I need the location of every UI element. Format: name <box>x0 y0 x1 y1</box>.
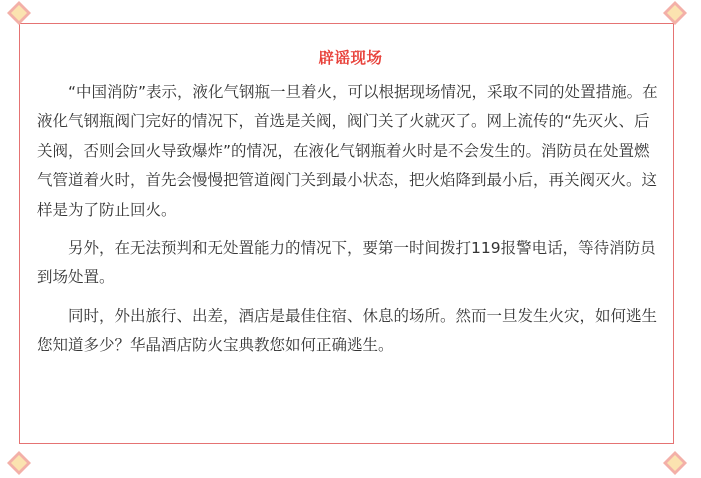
article-body <box>37 78 661 370</box>
corner-diamond-icon <box>662 450 688 476</box>
paragraph: 另外，在无法预判和无处置能力的情况下，要第一时间拨打119报警电话，等待消防员到场处置。 <box>37 239 656 287</box>
paragraph: 同时，外出旅行、出差，酒店是最佳住宿、休息的场所。然而一旦发生火灾，如何逃生您知道多少？华晶酒店防火宝典教您如何正确逃生。 <box>37 306 658 355</box>
paragraph: “中国消防”表示，液化气钢瓶一旦着火，可以根据现场情况，采取不同的处置措施。在液化气钢瓶阀门完好的情况下，首选是关阀，阀门关了火就灭了。网上流传的“先灭火、后关阀，否则会回火导致爆炸”的情况，在液化气钢瓶着火时是不会发生的。消防员在处置燃气管道着火时，首先会慢慢把管道阀门关到最小状态，把火焰降到最小后，再关阀灭火。这样是为了防止回火。 <box>37 83 658 219</box>
corner-diamond-icon <box>6 0 32 26</box>
corner-diamond-icon <box>6 450 32 476</box>
article-title: 辟谣现场 <box>318 49 383 67</box>
corner-diamond-icon <box>662 0 688 26</box>
